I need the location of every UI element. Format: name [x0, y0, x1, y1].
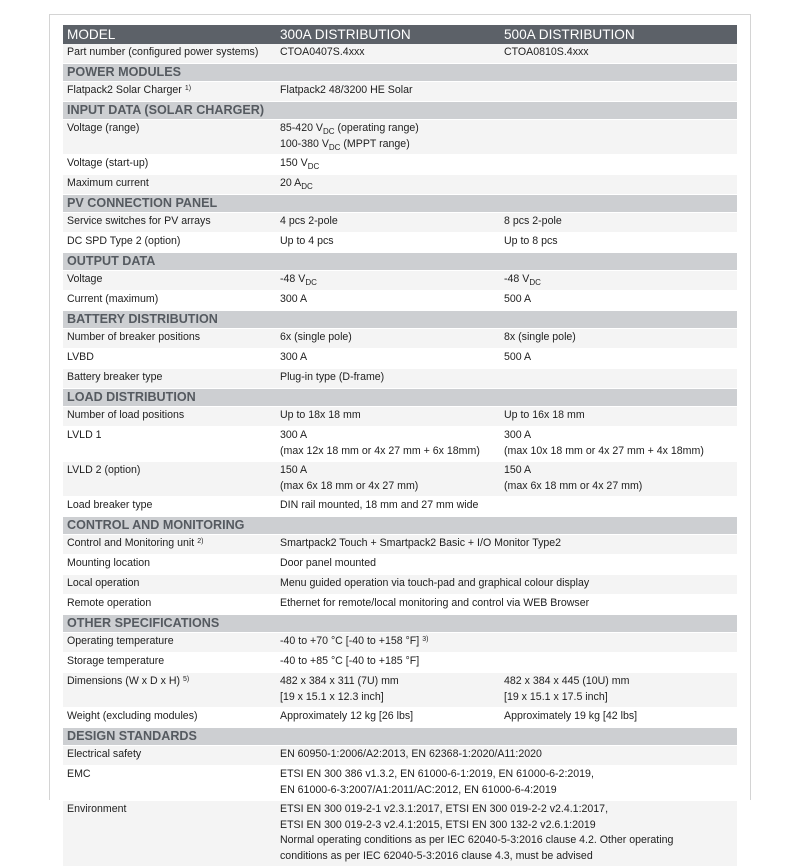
- section-header: [63, 389, 737, 407]
- section-title: PV CONNECTION PANEL: [63, 195, 737, 213]
- value-all: 85-420 $V_{DC}$ (operating range) 100-380 $V_{DC}$ (MPPT range): [276, 120, 737, 155]
- value-500a: 8x (single pole): [500, 329, 737, 349]
- table-row: [63, 462, 737, 497]
- value-500a: 500 A: [500, 349, 737, 369]
- value-all: Flatpack2 48/3200 HE Solar: [276, 82, 737, 102]
- row-label: Maximum current: [63, 175, 276, 195]
- value-all: 150 $V_{DC}$: [276, 155, 737, 175]
- table-row: [63, 175, 737, 195]
- row-label: Battery breaker type: [63, 369, 276, 389]
- table-row: [63, 407, 737, 427]
- table-row: [63, 555, 737, 575]
- table-row: [63, 369, 737, 389]
- value-300a: Up to 4 pcs: [276, 233, 500, 253]
- footnote-marker: 1): [184, 85, 192, 92]
- value-all: -40 to +85 °C [-40 to +185 °F]: [276, 653, 737, 673]
- value-all: ETSI EN 300 386 v1.3.2, EN 61000-6-1:2019, EN 61000-6-2:2019, EN 61000-6-3:2007/A1:2011/AC:2012, EN 61000-6-4:2019: [276, 766, 737, 801]
- row-label: Dimensions (W x D x H) $^{5)}$: [63, 673, 276, 708]
- section-header: [63, 728, 737, 746]
- table-row: [63, 349, 737, 369]
- section-title: CONTROL AND MONITORING: [63, 517, 737, 535]
- row-label: Voltage: [63, 271, 276, 291]
- table-row: [63, 427, 737, 462]
- row-label: Mounting location: [63, 555, 276, 575]
- value-300a: 482 x 384 x 311 (7U) mm [19 x 15.1 x 12.3 inch]: [276, 673, 500, 708]
- row-label: Voltage (start-up): [63, 155, 276, 175]
- section-header: [63, 102, 737, 120]
- table-row: [63, 673, 737, 708]
- row-label: LVLD 2 (option): [63, 462, 276, 497]
- row-label: Number of load positions: [63, 407, 276, 427]
- section-title: POWER MODULES: [63, 64, 737, 82]
- row-label: LVBD: [63, 349, 276, 369]
- table-row: [63, 801, 737, 867]
- value-all: Door panel mounted: [276, 555, 737, 575]
- value-all: EN 60950-1:2006/A2:2013, EN 62368-1:2020/A11:2020: [276, 746, 737, 766]
- value-300a: CTOA0407S.4xxx: [276, 44, 500, 64]
- table-row: [63, 329, 737, 349]
- section-title: INPUT DATA (SOLAR CHARGER): [63, 102, 737, 120]
- section-header: [63, 195, 737, 213]
- table-row: [63, 708, 737, 728]
- value-all: ETSI EN 300 019-2-1 v2.3.1:2017, ETSI EN 300 019-2-2 v2.4.1:2017, ETSI EN 300 019-2-3 v2.4.1:2015, ETSI EN 300 132-2 v2.6.1:2019 Normal operating conditions as per IEC 62040-5-3:2016 clause 4.2. Other operating conditions as per IEC 62040-5-3:2016 clause 4.3, must be advised: [276, 801, 737, 867]
- section-title: BATTERY DISTRIBUTION: [63, 311, 737, 329]
- section-header: [63, 64, 737, 82]
- value-500a: -48 $V_{DC}$: [500, 271, 737, 291]
- value-all: Menu guided operation via touch-pad and graphical colour display: [276, 575, 737, 595]
- value-all: Smartpack2 Touch + Smartpack2 Basic + I/O Monitor Type2: [276, 535, 737, 555]
- row-label: Flatpack2 Solar Charger $^{1)}$: [63, 82, 276, 102]
- table-row: [63, 633, 737, 653]
- table-row: [63, 653, 737, 673]
- table-header-row: [63, 25, 737, 44]
- section-title: OUTPUT DATA: [63, 253, 737, 271]
- section-title: DESIGN STANDARDS: [63, 728, 737, 746]
- value-500a: 8 pcs 2-pole: [500, 213, 737, 233]
- row-label: Operating temperature: [63, 633, 276, 653]
- table-row: [63, 766, 737, 801]
- row-label: Storage temperature: [63, 653, 276, 673]
- table-row: [63, 155, 737, 175]
- value-500a: 500 A: [500, 291, 737, 311]
- header-500a: 500A DISTRIBUTION: [500, 25, 737, 44]
- section-title: LOAD DISTRIBUTION: [63, 389, 737, 407]
- row-label: EMC: [63, 766, 276, 801]
- value-300a: 300 A (max 12x 18 mm or 4x 27 mm + 6x 18mm): [276, 427, 500, 462]
- value-500a: 150 A (max 6x 18 mm or 4x 27 mm): [500, 462, 737, 497]
- row-label: Weight (excluding modules): [63, 708, 276, 728]
- footnote-marker: 3): [422, 636, 429, 643]
- value-all: Plug-in type (D-frame): [276, 369, 737, 389]
- table-row: [63, 213, 737, 233]
- value-300a: 6x (single pole): [276, 329, 500, 349]
- table-row: [63, 271, 737, 291]
- value-300a: 150 A (max 6x 18 mm or 4x 27 mm): [276, 462, 500, 497]
- value-300a: Up to 18x 18 mm: [276, 407, 500, 427]
- row-label: Number of breaker positions: [63, 329, 276, 349]
- row-label: Load breaker type: [63, 497, 276, 517]
- footnote-marker: 2): [197, 538, 204, 545]
- header-model: MODEL: [63, 25, 276, 44]
- value-all: Ethernet for remote/local monitoring and control via WEB Browser: [276, 595, 737, 615]
- value-all: 20 $A_{DC}$: [276, 175, 737, 195]
- table-row: [63, 497, 737, 517]
- datasheet-page: [49, 14, 751, 862]
- section-header: [63, 517, 737, 535]
- row-label: Remote operation: [63, 595, 276, 615]
- value-300a: 4 pcs 2-pole: [276, 213, 500, 233]
- value-all: -40 to +70 °C [-40 to +158 °F] $^{3)}$: [276, 633, 737, 653]
- section-title: OTHER SPECIFICATIONS: [63, 615, 737, 633]
- value-500a: CTOA0810S.4xxx: [500, 44, 737, 64]
- row-label: Environment: [63, 801, 276, 867]
- table-row: [63, 535, 737, 555]
- value-300a: -48 $V_{DC}$: [276, 271, 500, 291]
- row-label: Local operation: [63, 575, 276, 595]
- table-row: [63, 746, 737, 766]
- section-header: [63, 311, 737, 329]
- section-header: [63, 615, 737, 633]
- row-label: DC SPD Type 2 (option): [63, 233, 276, 253]
- table-row: [63, 44, 737, 64]
- table-row: [63, 595, 737, 615]
- row-label: LVLD 1: [63, 427, 276, 462]
- row-label: Current (maximum): [63, 291, 276, 311]
- row-label: Control and Monitoring unit $^{2)}$: [63, 535, 276, 555]
- footnote-marker: 5): [183, 676, 190, 683]
- row-label: Service switches for PV arrays: [63, 213, 276, 233]
- row-label: Voltage (range): [63, 120, 276, 155]
- value-500a: Up to 16x 18 mm: [500, 407, 737, 427]
- specification-table: [63, 25, 737, 867]
- table-row: [63, 120, 737, 155]
- table-row: [63, 233, 737, 253]
- value-500a: 482 x 384 x 445 (10U) mm [19 x 15.1 x 17.5 inch]: [500, 673, 737, 708]
- value-500a: Up to 8 pcs: [500, 233, 737, 253]
- section-header: [63, 253, 737, 271]
- value-300a: 300 A: [276, 291, 500, 311]
- table-row: [63, 575, 737, 595]
- row-label: Electrical safety: [63, 746, 276, 766]
- table-row: [63, 291, 737, 311]
- header-300a: 300A DISTRIBUTION: [276, 25, 500, 44]
- value-all: DIN rail mounted, 18 mm and 27 mm wide: [276, 497, 737, 517]
- value-500a: Approximately 19 kg [42 lbs]: [500, 708, 737, 728]
- value-300a: Approximately 12 kg [26 lbs]: [276, 708, 500, 728]
- table-row: [63, 82, 737, 102]
- value-500a: 300 A (max 10x 18 mm or 4x 27 mm + 4x 18mm): [500, 427, 737, 462]
- value-300a: 300 A: [276, 349, 500, 369]
- row-label: Part number (configured power systems): [63, 44, 276, 64]
